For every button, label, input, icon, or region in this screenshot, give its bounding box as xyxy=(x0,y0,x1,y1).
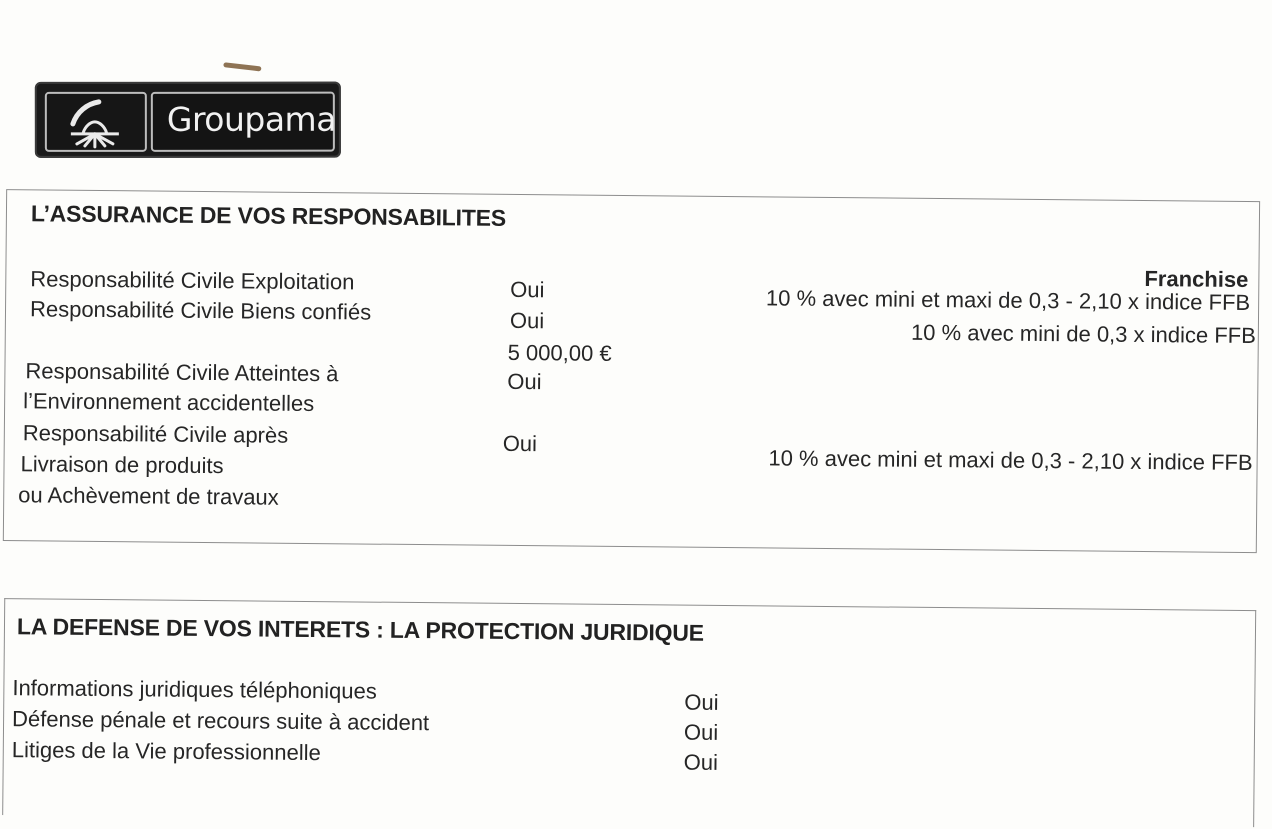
section-title: LA DEFENSE DE VOS INTERETS : LA PROTECTION JURIDIQUE xyxy=(16,613,704,646)
section-responsabilites xyxy=(3,189,1260,553)
row-label: Livraison de produits xyxy=(20,451,224,479)
row-label: Litiges de la Vie professionnelle xyxy=(11,737,321,766)
row-value: Oui xyxy=(683,749,719,775)
section-defense xyxy=(2,598,1256,827)
row-label: Responsabilité Civile Biens confiés xyxy=(29,296,372,325)
row-value: Oui xyxy=(507,368,542,395)
section-title: L’ASSURANCE DE VOS RESPONSABILITES xyxy=(30,200,507,231)
franchise-header: Franchise xyxy=(1144,265,1249,292)
row-value: Oui xyxy=(510,276,545,303)
logo-wordmark-box xyxy=(151,92,335,152)
wheat-sheaf-icon xyxy=(45,92,147,152)
groupama-logo xyxy=(35,82,341,158)
row-label: Responsabilité Civile Exploitation xyxy=(30,266,355,295)
row-value: Oui xyxy=(502,430,538,457)
row-value: Oui xyxy=(509,307,545,334)
row-label: Responsabilité Civile après xyxy=(22,420,289,448)
row-value-extra: 5 000,00 € xyxy=(507,339,612,366)
row-franchise: 10 % avec mini de 0,3 x indice FFB xyxy=(910,319,1256,349)
logo-wordmark: Groupama xyxy=(166,99,336,139)
row-label: Responsabilité Civile Atteintes à xyxy=(25,358,339,387)
row-label: Informations juridiques téléphoniques xyxy=(12,675,377,704)
row-label: l’Environnement accidentelles xyxy=(23,388,315,417)
row-value: Oui xyxy=(683,719,719,745)
row-value: Oui xyxy=(684,689,719,715)
row-franchise: 10 % avec mini et maxi de 0,3 - 2,10 x indice FFB xyxy=(768,445,1253,476)
row-label: ou Achèvement de travaux xyxy=(18,482,279,510)
scan-smudge xyxy=(223,62,261,71)
row-label: Défense pénale et recours suite à accident xyxy=(11,706,430,736)
row-franchise: 10 % avec mini et maxi de 0,3 - 2,10 x indice FFB xyxy=(765,285,1251,316)
